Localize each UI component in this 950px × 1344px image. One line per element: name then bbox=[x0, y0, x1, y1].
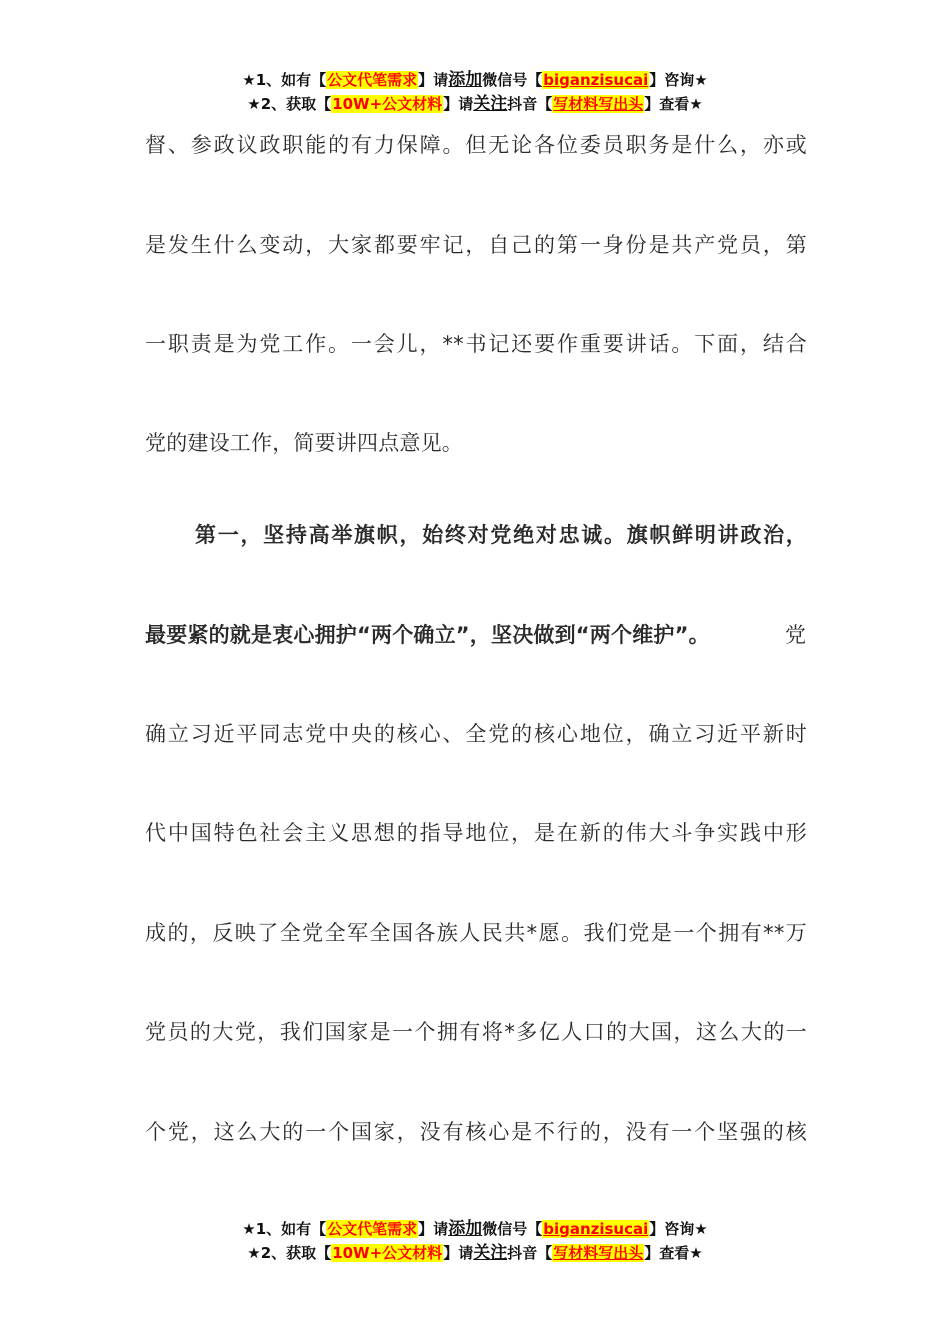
banner-text: 】查看★ bbox=[644, 1244, 703, 1262]
banner-text: 】咨询★ bbox=[649, 1220, 708, 1238]
body-line-tail: 党 bbox=[785, 623, 807, 647]
highlight-ghostwriting: 公文代笔需求 bbox=[327, 1220, 418, 1238]
banner-text: 】请 bbox=[418, 1220, 449, 1238]
banner-text: 】查看★ bbox=[644, 95, 703, 113]
footer-banner bbox=[0, 1217, 950, 1265]
banner-text: 微信号【 bbox=[482, 71, 543, 89]
section-heading-line: 最要紧的就是衷心拥护“两个确立”，坚决做到“两个维护”。 bbox=[145, 623, 710, 647]
banner-text: ★2、获取【 bbox=[247, 1244, 332, 1262]
underlined-add: 添加 bbox=[448, 70, 483, 90]
banner-text: ★1、如有【 bbox=[242, 1220, 327, 1238]
underlined-add: 添加 bbox=[448, 1219, 483, 1239]
banner-text: ★2、获取【 bbox=[247, 95, 332, 113]
body-line: 督、参政议政职能的有力保障。但无论各位委员职务是什么，亦或 bbox=[145, 133, 807, 157]
highlight-materials: 10W+公文材料 bbox=[332, 1244, 443, 1262]
banner-text: 抖音【 bbox=[507, 95, 553, 113]
section-heading-line: 第一，坚持高举旗帜，始终对党绝对忠诚。旗帜鲜明讲政治， bbox=[195, 523, 807, 547]
body-line: 党员的大党，我们国家是一个拥有将*多亿人口的大国，这么大的一 bbox=[145, 1020, 807, 1044]
wechat-id: biganzisucai bbox=[543, 71, 649, 89]
banner-text: 抖音【 bbox=[507, 1244, 553, 1262]
body-line: 成的，反映了全党全军全国各族人民共*愿。我们党是一个拥有**万 bbox=[145, 921, 807, 945]
banner-line-1 bbox=[0, 1217, 950, 1241]
underlined-follow: 关注 bbox=[473, 94, 508, 114]
body-line: 代中国特色社会主义思想的指导地位，是在新的伟大斗争实践中形 bbox=[145, 821, 807, 845]
body-line: 党的建设工作，简要讲四点意见。 bbox=[145, 431, 463, 455]
body-line: 确立习近平同志党中央的核心、全党的核心地位，确立习近平新时 bbox=[145, 722, 807, 746]
body-line: 一职责是为党工作。一会儿，**书记还要作重要讲话。下面，结合 bbox=[145, 332, 807, 356]
underlined-follow: 关注 bbox=[473, 1243, 508, 1263]
banner-text: 】请 bbox=[443, 95, 474, 113]
header-banner bbox=[0, 68, 950, 116]
douyin-account: 写材料写出头 bbox=[553, 1244, 644, 1262]
banner-text: ★1、如有【 bbox=[242, 71, 327, 89]
banner-text: 】请 bbox=[418, 71, 449, 89]
highlight-materials: 10W+公文材料 bbox=[332, 95, 443, 113]
body-line: 个党，这么大的一个国家，没有核心是不行的，没有一个坚强的核 bbox=[145, 1120, 807, 1144]
banner-text: 】请 bbox=[443, 1244, 474, 1262]
wechat-id: biganzisucai bbox=[543, 1220, 649, 1238]
banner-line-2 bbox=[0, 92, 950, 116]
body-line: 是发生什么变动，大家都要牢记，自己的第一身份是共产党员，第 bbox=[145, 233, 807, 257]
banner-line-2 bbox=[0, 1241, 950, 1265]
banner-line-1 bbox=[0, 68, 950, 92]
banner-text: 微信号【 bbox=[482, 1220, 543, 1238]
banner-text: 】咨询★ bbox=[649, 71, 708, 89]
douyin-account: 写材料写出头 bbox=[553, 95, 644, 113]
highlight-ghostwriting: 公文代笔需求 bbox=[327, 71, 418, 89]
